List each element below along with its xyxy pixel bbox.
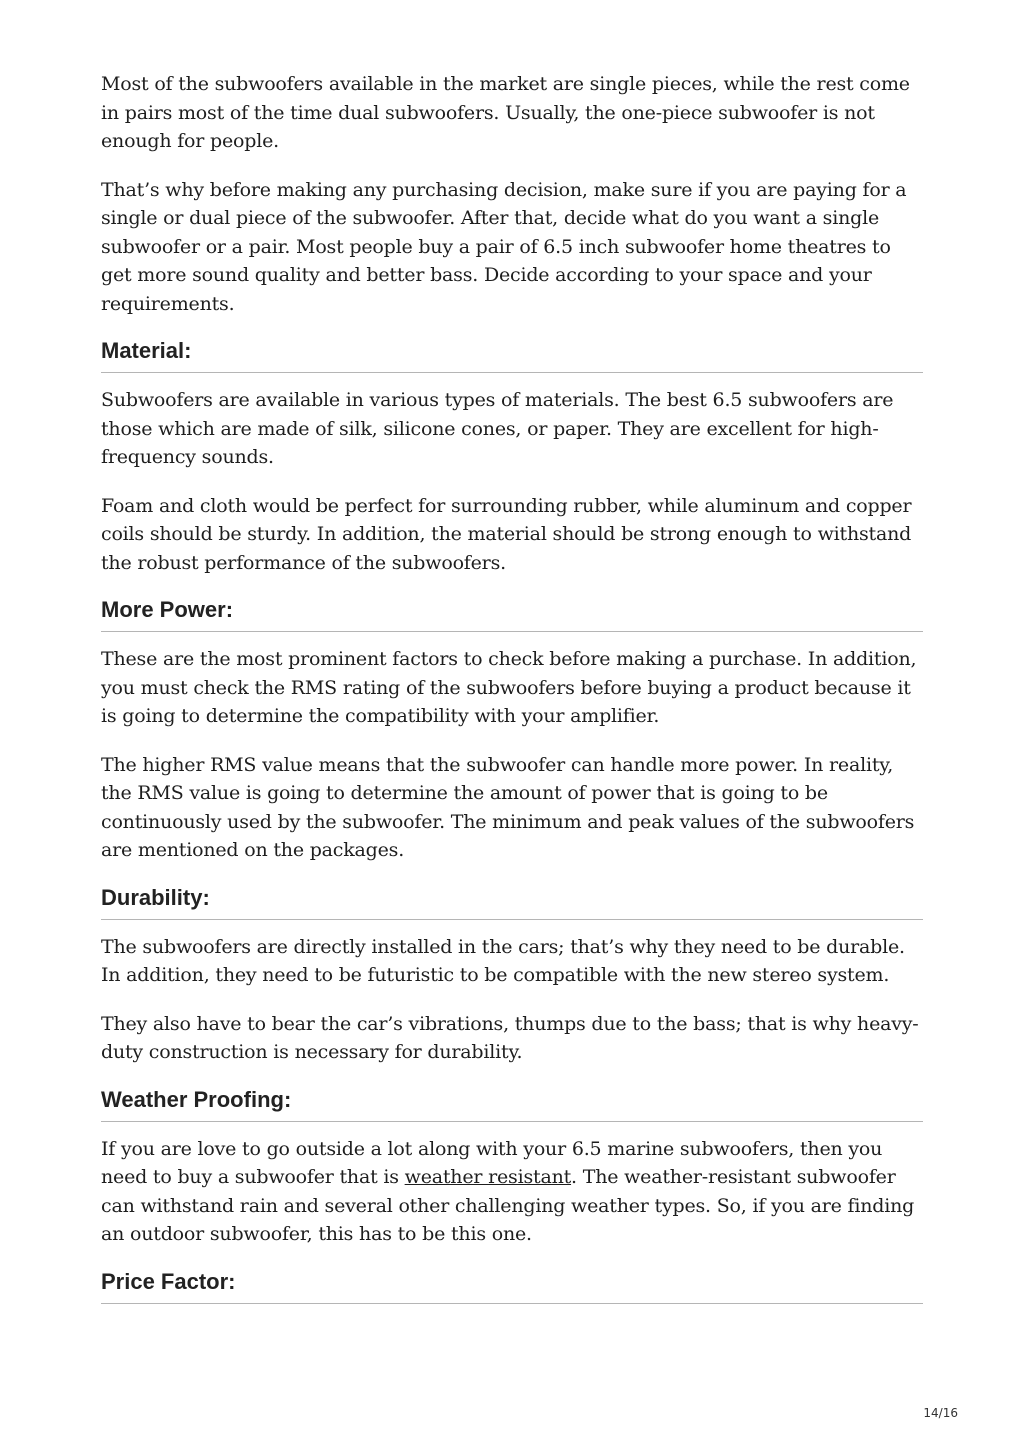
weather-resistant-link[interactable]: weather resistant bbox=[404, 1166, 572, 1188]
durability-paragraph-2: They also have to bear the car’s vibrations, thumps due to the bass; that is why heavy-duty construction is necessary for durability. bbox=[101, 1012, 919, 1063]
page-number: 14/16 bbox=[923, 1406, 958, 1420]
material-heading: Material: bbox=[101, 338, 923, 373]
durability-paragraph-1: The subwoofers are directly installed in the cars; that’s why they need to be durable. In addition, they need to be futuristic to be compatible with the new stereo system. bbox=[101, 935, 905, 986]
weather-proofing-paragraph bbox=[101, 1135, 923, 1249]
durability-heading: Durability: bbox=[101, 885, 923, 920]
intro-paragraph-1: Most of the subwoofers available in the market are single pieces, while the rest come in pairs most of the time dual subwoofers. Usually, the one-piece subwoofer is not enough for people. bbox=[101, 73, 910, 152]
more-power-heading: More Power: bbox=[101, 597, 923, 632]
more-power-paragraph-1: These are the most prominent factors to check before making a purchase. In addition, you must check the RMS rating of the subwoofers before buying a product because it is going to determine the compatibility with your amplifier. bbox=[101, 648, 917, 727]
weather-text-before-link: If you are love to go outside a lot along with your 6.5 marine subwoofers, then you need to buy a subwoofer that is bbox=[101, 1137, 883, 1188]
material-paragraph-1: Subwoofers are available in various types of materials. The best 6.5 subwoofers are those which are made of silk, silicone cones, or paper. They are excellent for high-frequency sounds. bbox=[101, 389, 894, 468]
intro-paragraph-2: That’s why before making any purchasing decision, make sure if you are paying for a single or dual piece of the subwoofer. After that, decide what do you want a single subwoofer or a pair. Most people buy a pair of 6.5 inch subwoofer home theatres to get more sound quality and better bass. Decide according to your space and your requirements. bbox=[101, 178, 907, 315]
material-paragraph-2: Foam and cloth would be perfect for surrounding rubber, while aluminum and copper coils should be sturdy. In addition, the material should be strong enough to withstand the robust performance of the subwoofers. bbox=[101, 494, 912, 574]
weather-text-after-link: . The weather-resistant subwoofer can withstand rain and several other challenging weather types. So, if you are finding an outdoor subwoofer, this has to be this one. bbox=[101, 1166, 915, 1245]
price-factor-heading: Price Factor: bbox=[101, 1269, 923, 1304]
weather-proofing-heading: Weather Proofing: bbox=[101, 1087, 923, 1122]
document-page bbox=[101, 70, 923, 1304]
more-power-paragraph-2: The higher RMS value means that the subwoofer can handle more power. In reality, the RMS value is going to determine the amount of power that is going to be continuously used by the subwoofer. The minimum and peak values of the subwoofers are mentioned on the packages. bbox=[101, 753, 915, 861]
